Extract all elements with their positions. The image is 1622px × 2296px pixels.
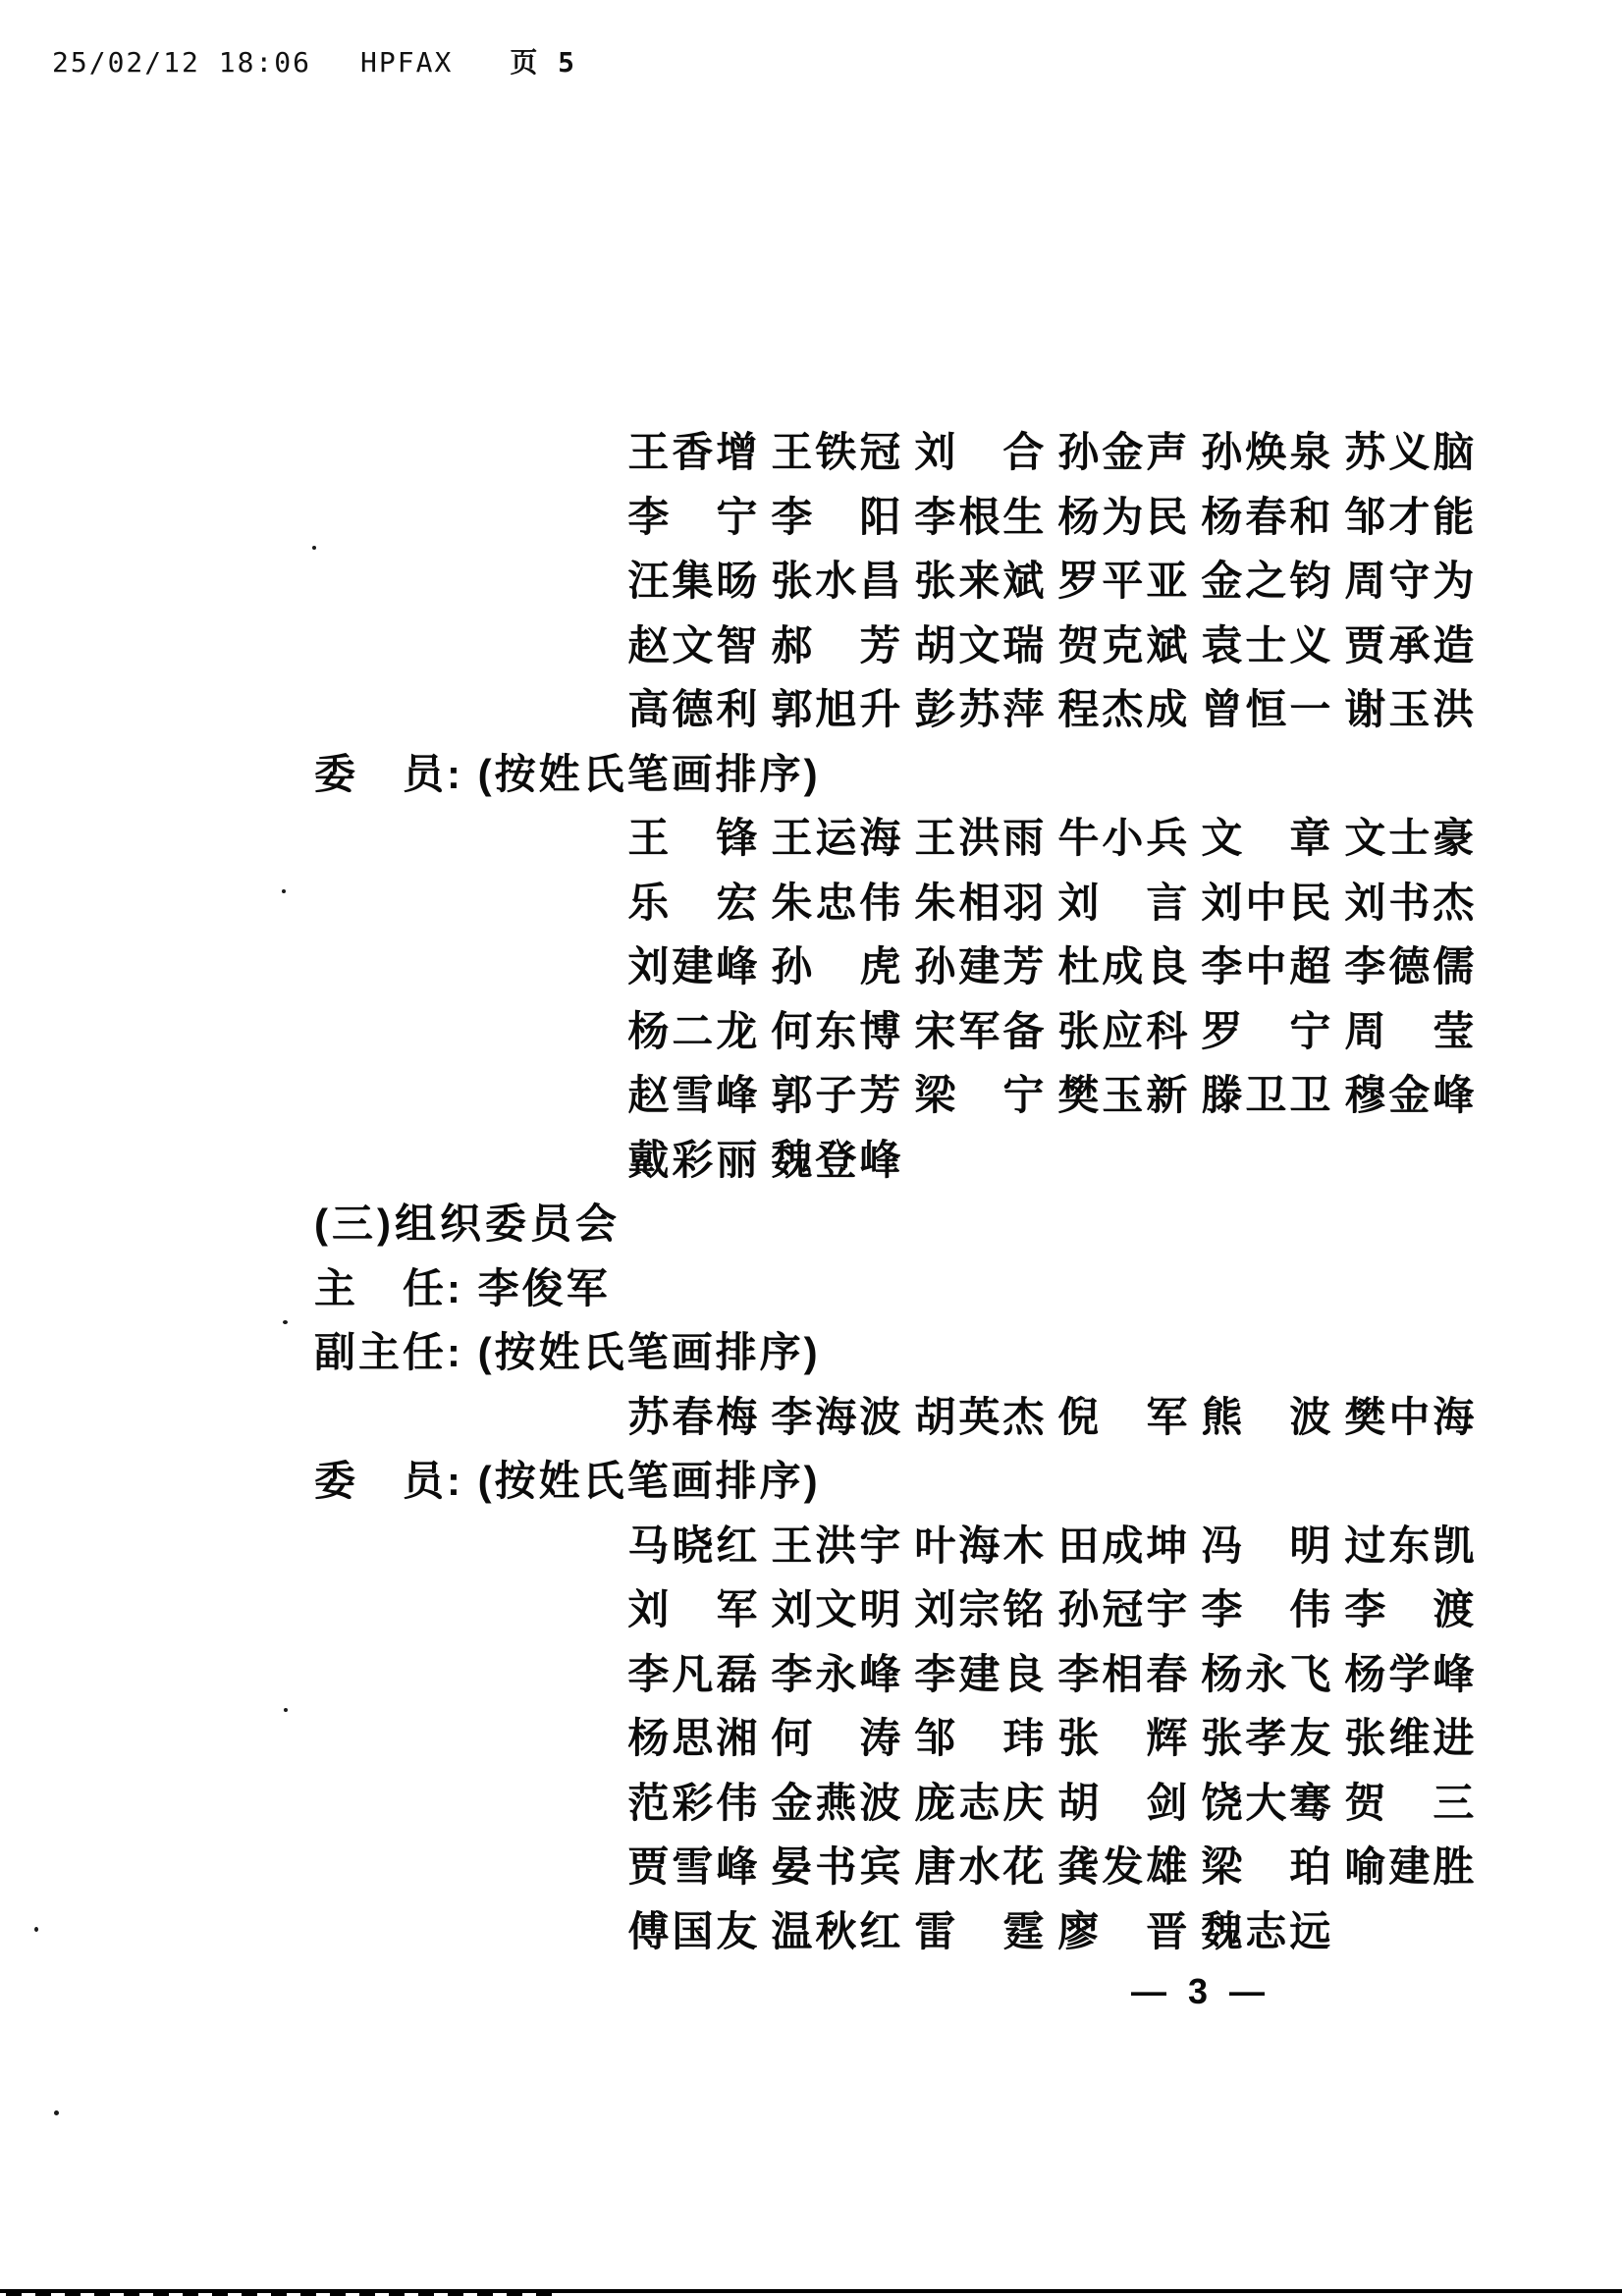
person-name: 彭苏萍 (914, 686, 1048, 732)
document-line (142, 1577, 1487, 1642)
document-line (0, 1320, 1622, 1385)
person-name: 孙焕泉 (1201, 429, 1334, 475)
document-line (142, 1063, 1487, 1128)
person-name: 胡英杰 (914, 1393, 1048, 1440)
name-row (627, 871, 1487, 935)
person-name: 刘中民 (1201, 879, 1334, 926)
person-name: 叶海木 (914, 1522, 1048, 1569)
person-name: 贺 三 (1344, 1779, 1478, 1826)
person-name: 梁 珀 (1201, 1843, 1334, 1890)
document-line (142, 549, 1487, 614)
person-name: 李建良 (914, 1650, 1048, 1697)
person-name: 范彩伟 (627, 1779, 761, 1826)
document-line (142, 1771, 1487, 1836)
person-name: 王运海 (771, 815, 904, 861)
document-line (142, 1128, 914, 1193)
line-note: (按姓氏笔画排序) (477, 1458, 821, 1504)
person-name: 庞志庆 (914, 1779, 1048, 1826)
fax-header (52, 41, 576, 80)
fax-datetime: 25/02/12 18:06 (52, 46, 312, 79)
person-name: 文 章 (1201, 815, 1334, 861)
person-name: 张应科 (1057, 1007, 1191, 1054)
name-row (627, 614, 1487, 678)
person-name: 喻建胜 (1344, 1843, 1478, 1890)
document-line (142, 1835, 1487, 1899)
person-name: 何东博 (771, 1007, 904, 1054)
person-name: 郝 芳 (771, 621, 904, 668)
person-name: 李海波 (771, 1393, 904, 1440)
person-name: 罗平亚 (1057, 558, 1191, 604)
person-name: 刘建峰 (627, 943, 761, 989)
person-name: 孙建芳 (914, 943, 1048, 989)
person-name: 刘宗铭 (914, 1586, 1048, 1632)
person-name: 罗 宁 (1201, 1007, 1334, 1054)
line-label: (三)组织委员会 (314, 1201, 621, 1247)
person-name: 李相春 (1057, 1650, 1191, 1697)
person-name: 汪集旸 (627, 558, 761, 604)
person-name: 赵雪峰 (627, 1072, 761, 1118)
person-name: 饶大骞 (1201, 1779, 1334, 1826)
name-row (627, 1514, 1487, 1578)
person-name: 曾恒一 (1201, 686, 1334, 732)
name-row (627, 1899, 1344, 1964)
line-label: 委 员: (314, 1458, 463, 1504)
document-line (142, 420, 1487, 485)
person-name: 朱相羽 (914, 879, 1048, 926)
scan-artifact (34, 1927, 38, 1932)
document-line (142, 999, 1487, 1064)
page-number: — 3 — (1131, 1971, 1271, 2011)
person-name: 倪 军 (1057, 1393, 1191, 1440)
person-name: 邹才能 (1344, 493, 1478, 540)
person-name: 杜成良 (1057, 943, 1191, 989)
person-name: 滕卫卫 (1201, 1072, 1334, 1118)
scan-artifact (312, 546, 316, 550)
person-name: 孙金声 (1057, 429, 1191, 475)
person-name: 孙冠宇 (1057, 1586, 1191, 1632)
name-row (627, 934, 1487, 999)
person-name: 牛小兵 (1057, 815, 1191, 861)
person-name: 雷 霆 (914, 1907, 1048, 1954)
person-name: 杨为民 (1057, 493, 1191, 540)
person-name: 王香增 (627, 429, 761, 475)
name-row (627, 1577, 1487, 1642)
person-name: 穆金峰 (1344, 1072, 1478, 1118)
person-name: 杨永飞 (1201, 1650, 1334, 1697)
person-name: 金燕波 (771, 1779, 904, 1826)
person-name: 苏春梅 (627, 1393, 761, 1440)
person-name: 杨春和 (1201, 493, 1334, 540)
person-name: 张维进 (1344, 1715, 1478, 1761)
person-name: 过东凯 (1344, 1522, 1478, 1569)
person-name: 程杰成 (1057, 686, 1191, 732)
person-name: 文士豪 (1344, 815, 1478, 861)
person-name: 刘文明 (771, 1586, 904, 1632)
person-name: 胡文瑞 (914, 621, 1048, 668)
person-name: 王 锋 (627, 815, 761, 861)
person-name: 杨思湘 (627, 1715, 761, 1761)
person-name: 晏书宾 (771, 1843, 904, 1890)
person-name: 冯 明 (1201, 1522, 1334, 1569)
person-name: 李中超 (1201, 943, 1334, 989)
name-row (627, 1063, 1487, 1128)
document-line (142, 677, 1487, 742)
person-name: 刘 军 (627, 1586, 761, 1632)
person-name: 熊 波 (1201, 1393, 1334, 1440)
person-name: 张孝友 (1201, 1715, 1334, 1761)
person-name: 李 宁 (627, 493, 761, 540)
person-name: 周 莹 (1344, 1007, 1478, 1054)
person-name: 郭子芳 (771, 1072, 904, 1118)
name-row (627, 1835, 1487, 1899)
person-name: 樊玉新 (1057, 1072, 1191, 1118)
person-name: 赵文智 (627, 621, 761, 668)
person-name: 袁士义 (1201, 621, 1334, 668)
person-name: 刘 言 (1057, 879, 1191, 926)
person-name: 杨二龙 (627, 1007, 761, 1054)
line-label: 委 员: (314, 750, 463, 797)
document-line (142, 1706, 1487, 1771)
person-name: 李 阳 (771, 493, 904, 540)
person-name: 李凡磊 (627, 1650, 761, 1697)
person-name: 李 渡 (1344, 1586, 1478, 1632)
scan-artifact (282, 889, 286, 893)
person-name: 马晓红 (627, 1522, 761, 1569)
person-name: 贾雪峰 (627, 1843, 761, 1890)
person-name: 张 辉 (1057, 1715, 1191, 1761)
document-body (0, 420, 1622, 1963)
person-name: 王铁冠 (771, 429, 904, 475)
person-name: 傅国友 (627, 1907, 761, 1954)
person-name: 梁 宁 (914, 1072, 1048, 1118)
scan-artifact (54, 2110, 59, 2115)
person-name: 樊中海 (1344, 1393, 1478, 1440)
person-name: 廖 晋 (1057, 1907, 1191, 1954)
name-row (627, 1642, 1487, 1707)
person-name: 刘书杰 (1344, 879, 1478, 926)
document-line (142, 1642, 1487, 1707)
person-name: 金之钧 (1201, 558, 1334, 604)
person-name: 周守为 (1344, 558, 1478, 604)
document-line (142, 614, 1487, 678)
name-row (627, 485, 1487, 550)
person-name: 戴彩丽 (627, 1136, 761, 1183)
person-name: 谢玉洪 (1344, 686, 1478, 732)
name-row (627, 420, 1487, 485)
person-name: 龚发雄 (1057, 1843, 1191, 1890)
person-name: 魏志远 (1201, 1907, 1334, 1954)
person-name: 王洪雨 (914, 815, 1048, 861)
person-name: 苏义脑 (1344, 429, 1478, 475)
person-name: 张水昌 (771, 558, 904, 604)
scan-artifact (283, 1320, 288, 1324)
person-name: 李德儒 (1344, 943, 1478, 989)
name-row (627, 806, 1487, 871)
person-name: 温秋红 (771, 1907, 904, 1954)
person-name: 高德利 (627, 686, 761, 732)
document-line (142, 1385, 1487, 1450)
person-name: 刘 合 (914, 429, 1048, 475)
name-row (627, 1706, 1487, 1771)
person-name: 宋军备 (914, 1007, 1048, 1054)
document-line (0, 742, 1622, 807)
name-row (627, 1385, 1487, 1450)
person-name: 杨学峰 (1344, 1650, 1478, 1697)
document-line (142, 485, 1487, 550)
person-name: 乐 宏 (627, 879, 761, 926)
person-name: 朱忠伟 (771, 879, 904, 926)
line-note: 李俊军 (477, 1264, 611, 1311)
document-line (142, 934, 1487, 999)
document-line (0, 1192, 1622, 1256)
line-label: 副主任: (314, 1329, 463, 1375)
person-name: 田成坤 (1057, 1522, 1191, 1569)
person-name: 李永峰 (771, 1650, 904, 1697)
person-name: 李 伟 (1201, 1586, 1334, 1632)
document-line (142, 871, 1487, 935)
name-row (627, 1128, 914, 1193)
name-row (627, 1771, 1487, 1836)
person-name: 何 涛 (771, 1715, 904, 1761)
scan-artifact (284, 1708, 288, 1712)
document-line (0, 1256, 1622, 1321)
person-name: 郭旭升 (771, 686, 904, 732)
document-line (142, 1899, 1344, 1964)
document-line (142, 806, 1487, 871)
person-name: 王洪宇 (771, 1522, 904, 1569)
person-name: 李根生 (914, 493, 1048, 540)
person-name: 贺克斌 (1057, 621, 1191, 668)
fax-station-id: HPFAX (360, 46, 454, 79)
person-name: 孙 虎 (771, 943, 904, 989)
person-name: 胡 剑 (1057, 1779, 1191, 1826)
name-row (627, 999, 1487, 1064)
person-name: 张来斌 (914, 558, 1048, 604)
line-note: (按姓氏笔画排序) (477, 1329, 821, 1375)
line-label: 主 任: (314, 1264, 463, 1311)
fax-page-label: 页 5 (510, 46, 577, 79)
person-name: 贾承造 (1344, 621, 1478, 668)
document-line (0, 1449, 1622, 1514)
name-row (627, 549, 1487, 614)
line-note: (按姓氏笔画排序) (477, 750, 821, 797)
person-name: 唐水花 (914, 1843, 1048, 1890)
person-name: 邹 玮 (914, 1715, 1048, 1761)
document-line (142, 1514, 1487, 1578)
name-row (627, 677, 1487, 742)
person-name: 魏登峰 (771, 1136, 904, 1183)
